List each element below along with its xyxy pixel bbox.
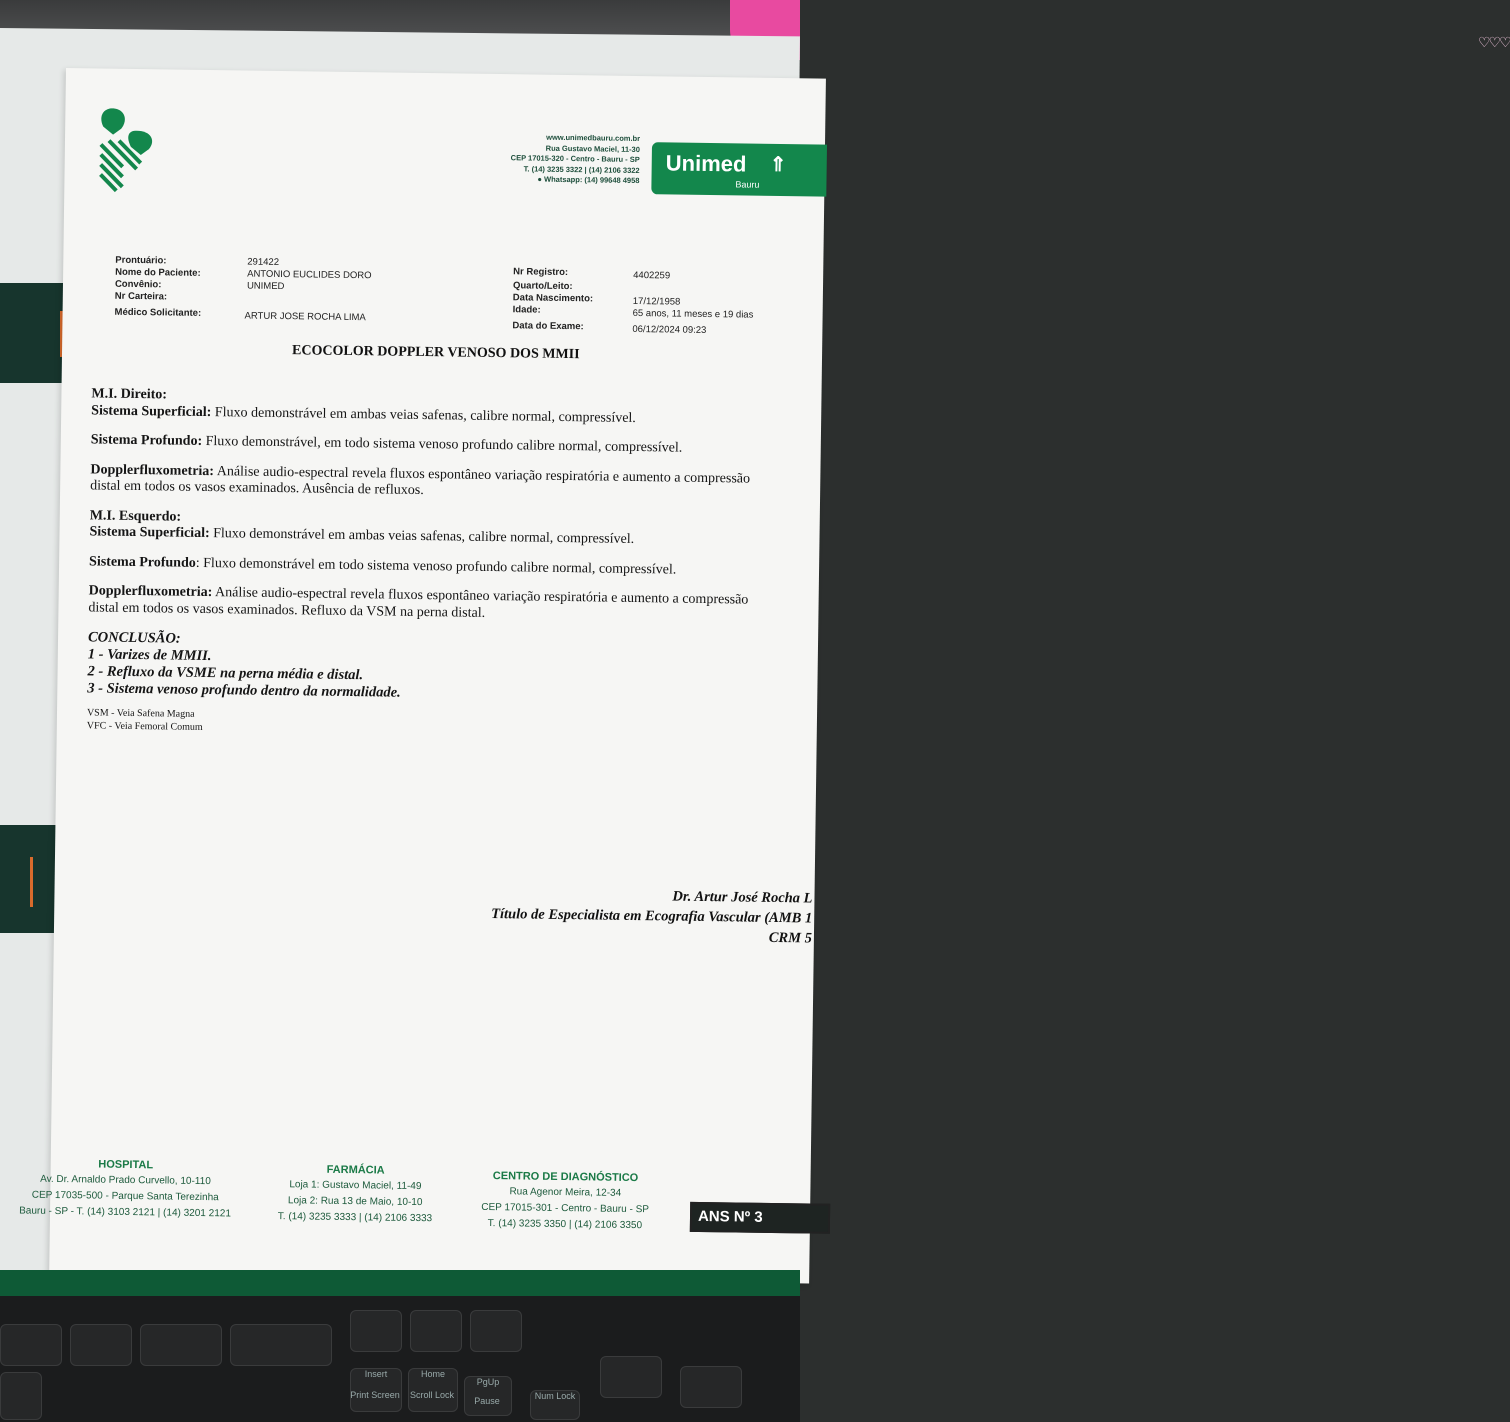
- data-exame-label: Data do Exame:: [512, 320, 584, 333]
- left-profundo: Sistema Profundo: Fluxo demonstrável em todo sistema venoso profundo calibre normal, compressível.: [89, 553, 677, 578]
- data-exame-value: 06/12/2024 09:23: [632, 323, 707, 336]
- footer-line: Loja 1: Gustavo Maciel, 11-49: [289, 1179, 422, 1193]
- right-doppler: Dopplerfluxometria: Análise audio-espectral revela fluxos espontâneo variação respiratória e aumento a compressão distal em todos os vasos examinados. Ausência de refluxos.: [90, 461, 751, 499]
- header-address: Rua Gustavo Maciel, 11-30: [545, 143, 640, 154]
- unimed-logo: [651, 142, 827, 196]
- right-superficial: Sistema Superficial: Fluxo demonstrável em ambas veias safenas, calibre normal, compressível.: [91, 402, 636, 426]
- conclusion-item: 3 - Sistema venoso profundo dentro da normalidade.: [87, 680, 401, 701]
- doctor-name: Dr. Artur José Rocha L: [672, 888, 813, 907]
- report-body: [87, 386, 782, 742]
- key[interactable]: [140, 1324, 222, 1366]
- heart-icons: ♡♡♡: [1478, 34, 1510, 50]
- conclusion: [87, 629, 778, 707]
- prontuario-label: Prontuário:: [115, 254, 167, 267]
- key-scroll-lock[interactable]: Scroll Lock: [409, 1390, 454, 1400]
- clip-stitch-icon: [30, 857, 33, 907]
- registro-label: Nr Registro:: [513, 266, 569, 279]
- key[interactable]: [410, 1310, 462, 1352]
- idade-label: Idade:: [512, 304, 541, 316]
- footer-line: Av. Dr. Arnaldo Prado Curvello, 10-110: [40, 1173, 211, 1188]
- medico-value: ARTUR JOSE ROCHA LIMA: [244, 310, 366, 324]
- footer-hospital: [10, 1155, 241, 1222]
- doctor-crm: CRM 5: [768, 929, 813, 947]
- footer-line: Bauru - SP - T. (14) 3103 2121 | (14) 3201 2121: [19, 1205, 231, 1220]
- abbreviations: [87, 707, 777, 742]
- key[interactable]: [470, 1310, 522, 1352]
- farmacia-title: FARMÁCIA: [326, 1163, 385, 1177]
- conclusion-label: CONCLUSÃO:: [87, 629, 181, 647]
- header-phone: T. (14) 3235 3322 | (14) 2106 3322: [523, 163, 640, 175]
- key[interactable]: [600, 1356, 662, 1398]
- keyboard: [0, 1296, 800, 1422]
- key-num-lock[interactable]: Num Lock: [530, 1390, 580, 1420]
- convenio-value: UNIMED: [246, 280, 285, 293]
- left-superficial: Sistema Superficial: Fluxo demonstrável em ambas veias safenas, calibre normal, compressível.: [89, 524, 635, 547]
- footer-farmacia: [260, 1161, 451, 1228]
- key-insert[interactable]: Insert: [350, 1368, 402, 1412]
- contact-block: [469, 132, 640, 187]
- signature-block: [392, 883, 813, 949]
- right-profundo: Sistema Profundo: Fluxo demonstrável, em todo sistema venoso profundo calibre normal, compressível.: [90, 432, 683, 456]
- convenio-label: Convênio:: [114, 278, 162, 291]
- abbreviation-item: VSM - Veia Safena Magna: [86, 707, 195, 720]
- footer-line: Rua Agenor Meira, 12-34: [509, 1186, 622, 1199]
- quarto-label: Quarto/Leito:: [512, 280, 573, 293]
- abbreviation-item: VFC - Veia Femoral Comum: [86, 719, 203, 733]
- website-link[interactable]: www.unimedbauru.com.br: [546, 132, 641, 144]
- prontuario-value: 291422: [247, 256, 280, 268]
- carteira-label: Nr Carteira:: [114, 290, 168, 303]
- key-print-screen[interactable]: Print Screen: [350, 1390, 400, 1400]
- report-title: ECOCOLOR DOPPLER VENOSO DOS MMII: [291, 343, 580, 363]
- conclusion-item: 1 - Varizes de MMII.: [87, 646, 212, 665]
- conclusion-item: 2 - Refluxo da VSME na perna média e distal.: [87, 663, 364, 684]
- key[interactable]: [70, 1324, 132, 1366]
- nascimento-value: 17/12/1958: [632, 295, 681, 308]
- footer-line: T. (14) 3235 3333 | (14) 2106 3333: [277, 1211, 433, 1225]
- nome-label: Nome do Paciente:: [115, 266, 201, 279]
- unimed-tree-small-icon: ⇑: [769, 153, 787, 177]
- footer-line: CEP 17015-301 - Centro - Bauru - SP: [481, 1201, 650, 1216]
- key[interactable]: [0, 1372, 42, 1420]
- key[interactable]: [0, 1324, 62, 1366]
- left-heading: M.I. Esquerdo:: [89, 507, 182, 525]
- key[interactable]: [230, 1324, 332, 1366]
- ans-badge: ANS Nº 3: [690, 1202, 830, 1234]
- key-pause[interactable]: Pause: [474, 1396, 500, 1406]
- header-cep: CEP 17015-320 - Centro - Bauru - SP: [510, 153, 640, 165]
- footer-line: T. (14) 3235 3350 | (14) 2106 3350: [487, 1218, 643, 1232]
- nome-value: ANTONIO EUCLIDES DORO: [247, 268, 372, 282]
- key[interactable]: [350, 1310, 402, 1352]
- footer-line: Loja 2: Rua 13 de Maio, 10-10: [287, 1195, 423, 1209]
- footer-line: CEP 17035-500 - Parque Santa Terezinha: [31, 1189, 219, 1204]
- unimed-tree-logo-icon: [96, 104, 163, 195]
- left-doppler: Dopplerfluxometria: Análise audio-espectral revela fluxos espontâneo variação respiratória e aumento a compressão distal em todos os vasos examinados. Refluxo da VSM na perna distal.: [88, 583, 749, 621]
- registro-value: 4402259: [633, 269, 671, 282]
- brand-city: Bauru: [735, 179, 760, 190]
- nascimento-label: Data Nascimento:: [512, 292, 594, 305]
- right-heading: M.I. Direito:: [91, 386, 168, 403]
- medico-label: Médico Solicitante:: [114, 306, 202, 319]
- key[interactable]: [680, 1366, 742, 1408]
- key-pgup[interactable]: PgUp: [464, 1376, 512, 1416]
- doctor-title: Título de Especialista em Ecografia Vascular (AMB 1: [491, 906, 813, 927]
- brand-name: Unimed: [665, 150, 747, 177]
- whatsapp-icon: ●: [537, 174, 542, 184]
- hospital-title: HOSPITAL: [98, 1158, 154, 1172]
- report-page: [19, 68, 826, 1283]
- idade-value: 65 anos, 11 meses e 19 dias: [632, 307, 754, 321]
- centro-title: CENTRO DE DIAGNÓSTICO: [492, 1170, 639, 1185]
- footer-centro: [460, 1168, 671, 1235]
- key-home[interactable]: Home: [408, 1368, 458, 1412]
- header-whatsapp: ● Whatsapp: (14) 99648 4958: [537, 174, 640, 186]
